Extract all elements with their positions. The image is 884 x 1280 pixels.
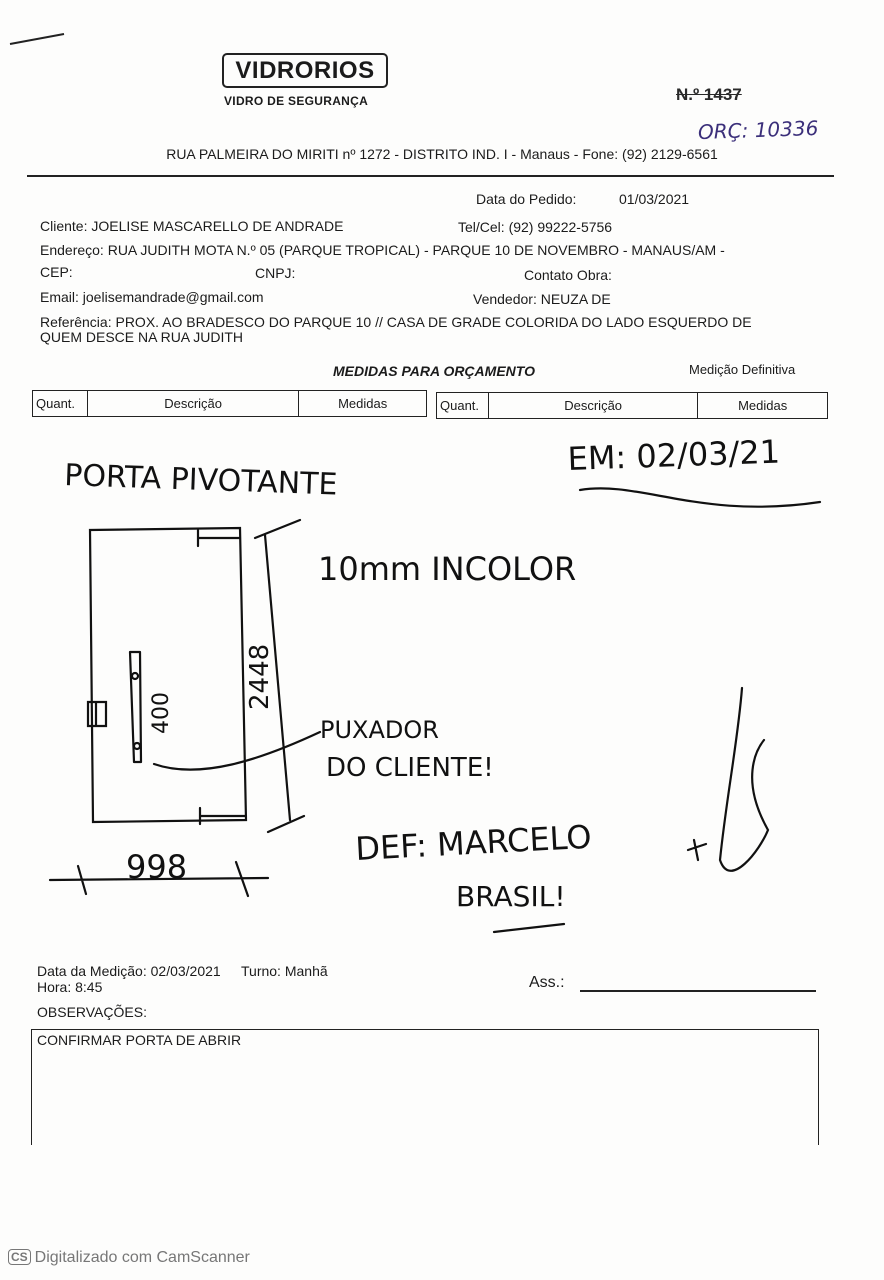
column-medidas: Medidas (698, 393, 828, 419)
handwritten-glass: 10mm INCOLOR (318, 550, 577, 588)
contact-label: Contato Obra: (524, 267, 612, 283)
cep-label: CEP: (40, 264, 73, 280)
camscanner-icon: CS (8, 1249, 31, 1265)
client-phone: Tel/Cel: (92) 99222-5756 (458, 219, 613, 235)
handwritten-signature-1: DEF: MARCELO (354, 817, 593, 868)
order-date-value: 01/03/2021 (619, 191, 690, 207)
seller: Vendedor: NEUZA DE (473, 291, 611, 307)
door-sketch (0, 420, 884, 950)
client-name: Cliente: JOELISE MASCARELLO DE ANDRADE (40, 218, 344, 234)
measure-date: Data da Medição: 02/03/2021 (37, 963, 221, 979)
measure-shift: Turno: Manhã (241, 963, 328, 979)
observations-box (31, 1029, 819, 1145)
scanner-watermark (8, 1249, 250, 1267)
handwritten-title: PORTA PIVOTANTE (63, 458, 338, 503)
order-date-label: Data do Pedido: (476, 191, 577, 207)
client-email: Email: joelisemandrade@gmail.com (40, 289, 264, 305)
measure-time: Hora: 8:45 (37, 979, 103, 995)
handwritten-em-date: EM: 02/03/21 (566, 432, 781, 478)
handwritten-note-2: DO CLIENTE! (326, 753, 494, 783)
scanner-text: Digitalizado com CamScanner (34, 1249, 250, 1266)
form-number: N.º 1437 (676, 85, 742, 104)
handwritten-signature-2: BRASIL! (456, 880, 566, 913)
observations-label: OBSERVAÇÕES: (37, 1004, 147, 1020)
reference-line-2: QUEM DESCE NA RUA JUDITH (40, 329, 244, 345)
handwritten-note-1: PUXADOR (320, 716, 439, 744)
handwritten-width: 998 (126, 848, 188, 886)
client-address: Endereço: RUA JUDITH MOTA N.º 05 (PARQUE TROPICAL) - PARQUE 10 DE NOVEMBRO - MANAUS/AM - (40, 242, 725, 258)
cnpj-label: CNPJ: (255, 265, 296, 281)
measurement-status: Medição Definitiva (689, 362, 796, 377)
reference-line-1: Referência: PROX. AO BRADESCO DO PARQUE 10 // CASA DE GRADE COLORIDA DO LADO ESQUERDO DE (40, 314, 752, 330)
door-outline (90, 528, 246, 822)
handwritten-handle-size: 400 (149, 692, 174, 734)
measures-table-left (32, 390, 427, 417)
column-quant: Quant. (437, 393, 489, 419)
quote-number-handwritten: ORÇ: 10336 (697, 115, 819, 145)
header-divider (27, 175, 834, 177)
column-quant: Quant. (33, 391, 88, 417)
handwritten-height: 2448 (245, 643, 275, 710)
company-tagline: VIDRO DE SEGURANÇA (224, 94, 369, 108)
pen-stroke (8, 28, 68, 48)
measures-table-right (436, 392, 828, 419)
column-medidas: Medidas (299, 391, 427, 417)
company-logo: VIDRORIOS (222, 53, 388, 88)
signature-scribble (688, 688, 768, 871)
column-descricao: Descrição (488, 393, 697, 419)
company-address: RUA PALMEIRA DO MIRITI nº 1272 - DISTRITO IND. I - Manaus - Fone: (92) 2129-6561 (166, 146, 718, 162)
observations-text: CONFIRMAR PORTA DE ABRIR (37, 1032, 242, 1048)
signature-label: Ass.: (529, 974, 565, 991)
note-pointer (154, 732, 320, 770)
column-descricao: Descrição (87, 391, 298, 417)
signature-line (580, 990, 816, 992)
section-title: MEDIDAS PARA ORÇAMENTO (333, 363, 535, 379)
